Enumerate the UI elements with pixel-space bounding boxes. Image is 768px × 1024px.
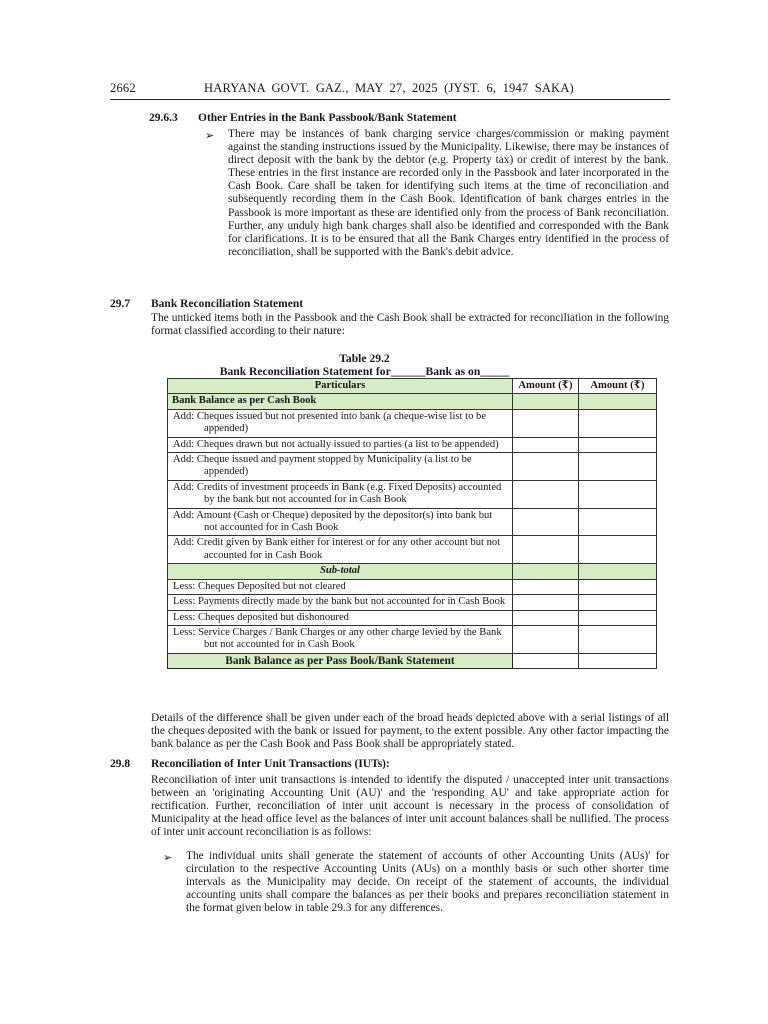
paragraph-29-6-3: There may be instances of bank charging service charges/commission or making payment against the standing instructions issued by the Municipality. Likewise, there may be instances of direct deposit with the bank by the debtor (e.g. Property tax) or credit of interest by the bank. These entries in the first instance are recorded only in the Passbook and later incorporated in the Cash Book. Care shall be taken for identifying such items at the time of reconciliation and subsequently recording them in the Cash Book. Identification of bank charges entries in the Passbook is more important as these are identified only from the process of Bank reconciliation. Further, any unduly high bank charges shall also be identified and corresponded with the Bank for clarifications. It is to be ensured that all the Bank Charges entry identified in the process of reconciliation, shall be supported with the Bank's debit advice. — [228, 128, 669, 258]
paragraph-29-7: The unticked items both in the Passbook and the Cash Book shall be extracted for reconciliation in the following format classified according to their nature: — [151, 312, 669, 338]
row-particulars: Less: Cheques Deposited but not cleared — [168, 579, 513, 594]
amount-cell — [513, 394, 579, 409]
table-header-row — [168, 379, 657, 394]
amount-cell — [579, 610, 657, 625]
amount-cell — [579, 480, 657, 508]
amount-cell — [513, 508, 579, 536]
row-particulars: Less: Service Charges / Bank Charges or any other charge levied by the Bank but not accounted for in Cash Book — [168, 625, 513, 653]
amount-cell — [579, 453, 657, 481]
amount-cell — [513, 453, 579, 481]
bullet-icon: ➢ — [205, 130, 215, 142]
gazette-title: HARYANA GOVT. GAZ., MAY 27, 2025 (JYST. 6, 1947 SAKA) — [204, 81, 574, 95]
paragraph-after-table: Details of the difference shall be given under each of the broad heads depicted above with a serial listings of all the cheques deposited with the bank or issued for payment, to the extent possible. Any other factor impacting the bank balance as per the Cash Book and Pass Book shall be appropriately stated. — [151, 712, 669, 751]
subtotal-row — [168, 564, 657, 579]
table-row — [168, 579, 657, 594]
column-header-amount-2: Amount (₹) — [579, 379, 657, 394]
amount-cell — [513, 625, 579, 653]
amount-cell — [513, 579, 579, 594]
row-particulars: Add: Amount (Cash or Cheque) deposited by the depositor(s) into bank but not accounted for in Cash Book — [168, 508, 513, 536]
amount-cell — [513, 437, 579, 452]
table-row — [168, 536, 657, 564]
amount-cell — [513, 610, 579, 625]
section-number-29-8: 29.8 — [110, 758, 131, 770]
table-label: Table 29.2 — [339, 352, 390, 365]
amount-cell — [513, 480, 579, 508]
column-header-particulars: Particulars — [168, 379, 513, 394]
amount-cell — [579, 579, 657, 594]
amount-cell — [579, 508, 657, 536]
table-row — [168, 453, 657, 481]
amount-cell — [513, 536, 579, 564]
amount-cell — [579, 625, 657, 653]
table-row — [168, 409, 657, 437]
amount-cell — [513, 409, 579, 437]
amount-cell — [579, 564, 657, 579]
row-particulars: Bank Balance as per Cash Book — [168, 394, 513, 409]
total-label: Bank Balance as per Pass Book/Bank Statement — [168, 653, 513, 668]
row-particulars: Add: Cheques issued but not presented into bank (a cheque-wise list to be appended) — [168, 409, 513, 437]
paragraph-29-8: Reconciliation of inter unit transactions is intended to identify the disputed / unaccepted inter unit transactions between an 'originating Accounting Unit (AU)' and the 'responding AU' and take appropriate action for rectification. Further, reconciliation of inter unit account is necessary in the process of consolidation of Municipality at the head office level as the balances of inter unit account balances shall be nullified. The process of inter unit account reconciliation is as follows: — [151, 774, 669, 839]
table-row — [168, 595, 657, 610]
page-number: 2662 — [110, 81, 136, 95]
column-header-amount-1: Amount (₹) — [513, 379, 579, 394]
table-row — [168, 394, 657, 409]
row-particulars: Add: Cheques drawn but not actually issued to parties (a list to be appended) — [168, 437, 513, 452]
amount-cell — [579, 536, 657, 564]
row-particulars: Add: Credits of investment proceeds in Bank (e.g. Fixed Deposits) accounted by the bank but not accounted for in Cash Book — [168, 480, 513, 508]
table-row — [168, 437, 657, 452]
table-row — [168, 610, 657, 625]
subtotal-label: Sub-total — [168, 564, 513, 579]
amount-cell — [513, 595, 579, 610]
table-row — [168, 480, 657, 508]
section-title-29-8: Reconciliation of Inter Unit Transactions (IUTs): — [151, 758, 390, 770]
amount-cell — [579, 653, 657, 668]
section-title-29-7: Bank Reconciliation Statement — [151, 298, 304, 310]
amount-cell — [579, 595, 657, 610]
table-title: Bank Reconciliation Statement for______Bank as on_____ — [219, 365, 510, 378]
table-row — [168, 508, 657, 536]
section-number-29-7: 29.7 — [110, 298, 131, 310]
paragraph-29-8-bullet: The individual units shall generate the statement of accounts of other Accounting Units (AUs)' for circulation to the respective Accounting Units (AUs) on a monthly basis or such other shorter time intervals as the Municipality may decide. On receipt of the statement of accounts, the individual accounting units shall compare the balances as per their books and prepares reconciliation statement in the format given below in table 29.3 for any differences. — [186, 850, 669, 915]
total-row — [168, 653, 657, 668]
bullet-icon: ➢ — [163, 852, 173, 864]
page-header — [110, 81, 670, 100]
section-title-29-6-3: Other Entries in the Bank Passbook/Bank Statement — [198, 112, 457, 124]
row-particulars: Add: Credit given by Bank either for interest or for any other account but not accounted for in Cash Book — [168, 536, 513, 564]
row-particulars: Add: Cheque issued and payment stopped by Municipality (a list to be appended) — [168, 453, 513, 481]
row-particulars: Less: Payments directly made by the bank but not accounted for in Cash Book — [168, 595, 513, 610]
amount-cell — [513, 653, 579, 668]
amount-cell — [579, 409, 657, 437]
row-particulars: Less: Cheques deposited but dishonoured — [168, 610, 513, 625]
bank-reconciliation-table — [167, 378, 657, 669]
amount-cell — [579, 437, 657, 452]
table-row — [168, 625, 657, 653]
amount-cell — [579, 394, 657, 409]
section-number-29-6-3: 29.6.3 — [149, 112, 178, 124]
amount-cell — [513, 564, 579, 579]
